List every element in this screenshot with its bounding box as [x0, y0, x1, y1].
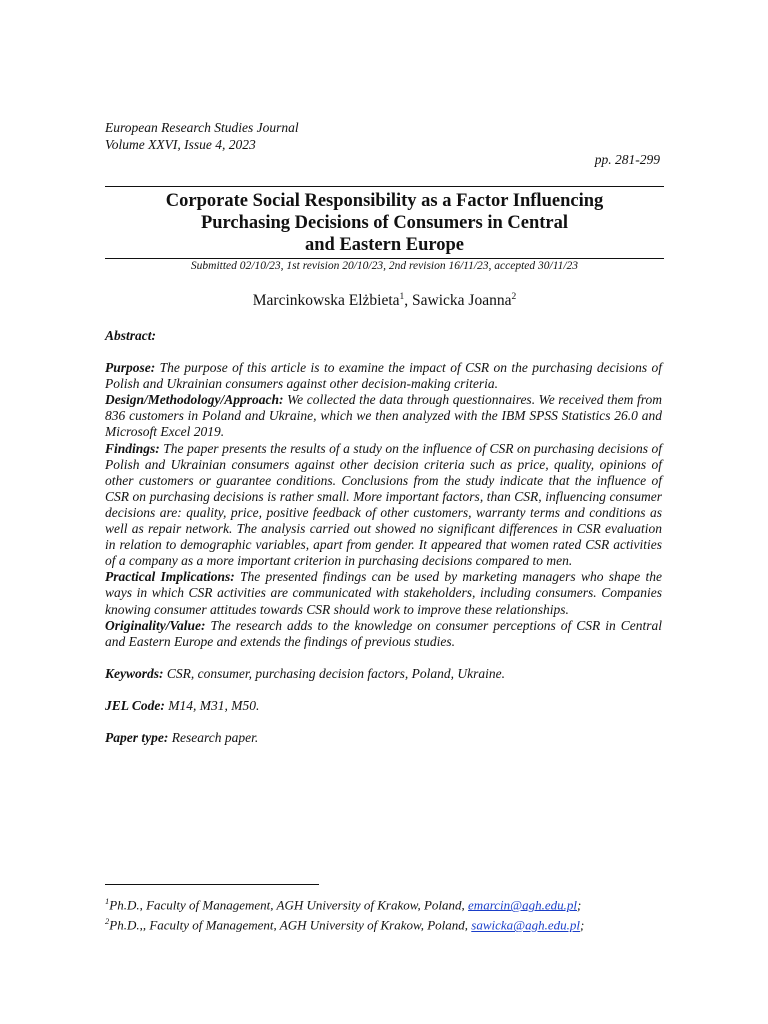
author-1-affiliation-mark: 1: [399, 292, 405, 302]
keywords-label: Keywords:: [105, 665, 164, 681]
footnote-1-mark: 1: [105, 896, 110, 906]
jel-paragraph: [105, 698, 662, 714]
keywords-text: CSR, consumer, purchasing decision factors, Poland, Ukraine.: [163, 665, 505, 681]
purpose-label: Purpose:: [105, 360, 156, 376]
title-line-2: Purchasing Decisions of Consumers in Central: [200, 213, 569, 233]
jel-label: JEL Code:: [105, 697, 165, 713]
journal-volume: Volume XXVI, Issue 4, 2023: [105, 137, 256, 152]
footnotes: [105, 893, 685, 934]
jel-text: M14, M31, M50.: [164, 697, 260, 713]
footnote-2-text: Ph.D.,, Faculty of Management, AGH University of Krakow, Poland,: [109, 917, 472, 933]
design-text: We collected the data through questionnaires. We received them from 836 customers in Poland and Ukraine, which we then analyzed with the IBM SPSS Statistics 26.0 and Microsoft Excel 2019.: [105, 392, 662, 440]
findings-label: Findings:: [105, 440, 160, 456]
abstract-heading: Abstract:: [105, 328, 157, 343]
design-paragraph: [105, 392, 662, 440]
design-label: Design/Methodology/Approach:: [105, 392, 284, 408]
implications-label: Practical Implications:: [105, 569, 235, 585]
purpose-paragraph: [105, 360, 662, 392]
author-2-affiliation-mark: 2: [511, 292, 517, 302]
paper-type-text: Research paper.: [168, 729, 259, 745]
paper-type-label: Paper type:: [105, 729, 169, 745]
footnote-1: [105, 893, 685, 913]
keywords-paragraph: [105, 666, 662, 682]
author-1: Marcinkowska Elżbieta: [252, 292, 400, 310]
page-range: pp. 281-299: [594, 152, 660, 167]
title-line-3: and Eastern Europe: [305, 235, 464, 255]
implications-paragraph: [105, 569, 662, 617]
author-2: Sawicka Joanna: [412, 292, 512, 310]
author-list: [105, 287, 664, 311]
title-top-rule: [105, 186, 664, 187]
footnote-2-mark: 2: [105, 916, 110, 927]
originality-text: The research adds to the knowledge on consumer perceptions of CSR in Central and Eastern Europe and extends the findings of previous studies.: [105, 617, 662, 649]
footnote-divider: [105, 884, 319, 885]
findings-text: The paper presents the results of a study on the influence of CSR on purchasing decisions of Polish and Ukrainian consumers against other decision criteria such as price, quality, opinions of other customers or guarantee conditions. Conclusions from the study indicate that the influence of CSR on purchasing decisions is rather small. More important factors, than CSR, influencing consumer decisions are: quality, price, positive feedback of other customers, warranty terms and conditions as well as repair network. The analysis carried out showed no significant differences in CSR evaluation in relation to demographic variables, apart from gender. It appeared that women rated CSR activities of a company as a more important criterion in purchasing decisions compared to men.: [105, 440, 662, 569]
paper-title: [105, 190, 664, 256]
originality-paragraph: [105, 618, 662, 650]
paper-type-paragraph: [105, 730, 662, 746]
originality-label: Originality/Value:: [105, 617, 206, 633]
footnote-2: [105, 913, 685, 933]
purpose-text: The purpose of this article is to examine the impact of CSR on the purchasing decisions of Polish and Ukrainian consumers against other decision-making criteria.: [105, 360, 662, 392]
footnote-1-text: Ph.D., Faculty of Management, AGH University of Krakow, Poland,: [109, 897, 469, 913]
abstract-section: [105, 328, 662, 746]
footnote-1-email-link[interactable]: emarcin@agh.edu.pl: [468, 897, 577, 913]
title-line-1: Corporate Social Responsibility as a Factor Influencing: [165, 191, 604, 211]
implications-text: The presented findings can be used by marketing managers who shape the ways in which CSR activities are communicated with stakeholders, including consumers. Companies knowing consumer attitudes towards CSR should work to improve these relationships.: [105, 569, 662, 617]
submission-history: Submitted 02/10/23, 1st revision 20/10/23, 2nd revision 16/11/23, accepted 30/11/23: [190, 260, 579, 272]
footnote-2-tail: ;: [580, 917, 585, 933]
findings-paragraph: [105, 441, 662, 570]
journal-header: [105, 119, 299, 153]
author-separator: ,: [404, 292, 413, 310]
journal-name: European Research Studies Journal: [105, 120, 299, 135]
footnote-2-email-link[interactable]: sawicka@agh.edu.pl: [471, 917, 581, 933]
footnote-1-tail: ;: [577, 897, 582, 913]
